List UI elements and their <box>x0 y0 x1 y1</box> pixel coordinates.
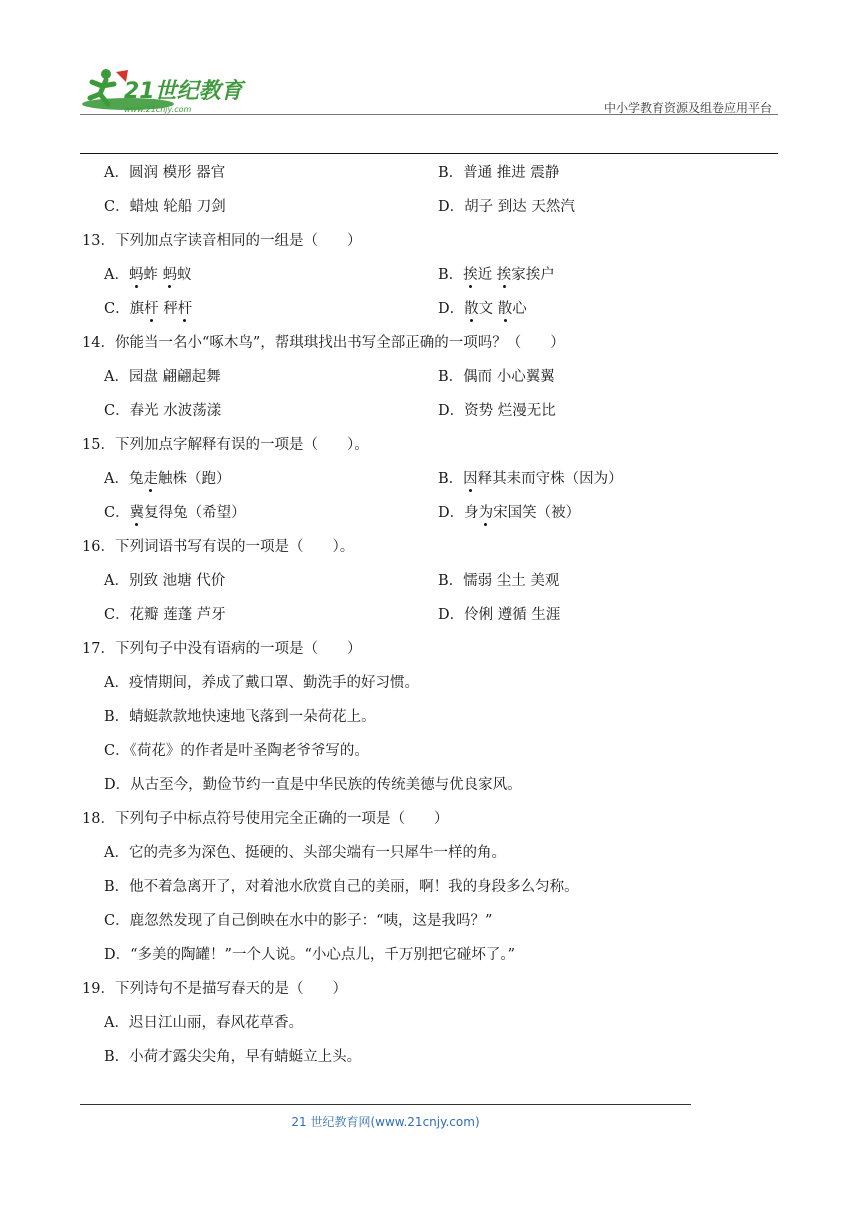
option-c: C．冀复得兔（希望） <box>104 496 246 530</box>
question-18-stem: 18．下列句子中标点符号使用完全正确的一项是（ ） <box>82 811 449 827</box>
content-top-divider <box>80 153 778 154</box>
option-b: B．挨近 挨家挨户 <box>438 258 555 292</box>
option-b: B．偶而 小心翼翼 <box>438 369 555 385</box>
option-b: B．普通 推进 震静 <box>438 165 560 181</box>
option-a: A．迟日江山丽，春风花草香。 <box>104 1015 303 1031</box>
option-c: C．蜡烛 轮船 刀剑 <box>104 199 226 215</box>
option-row <box>82 156 782 190</box>
option-a: A．别致 池塘 代价 <box>104 573 226 589</box>
option-row <box>82 598 782 632</box>
option-c: C．旗杆 秤杆 <box>104 292 192 326</box>
logo-wordmark: 21世纪教育 <box>124 79 243 104</box>
option-c: C．《荷花》的作者是叶圣陶老爷爷写的。 <box>104 743 369 759</box>
option-c: C．花瓣 莲蓬 芦牙 <box>104 607 226 623</box>
question-19-stem: 19．下列诗句不是描写春天的是（ ） <box>82 981 347 997</box>
header-divider <box>80 114 778 115</box>
option-c: C．鹿忽然发现了自己倒映在水中的影子：“咦，这是我吗？” <box>104 913 493 929</box>
runner-logo-icon <box>80 68 250 118</box>
option-a: A．兔走触株（跑） <box>104 462 230 496</box>
question-15-stem: 15．下列加点字解释有误的一项是（ ）。 <box>82 437 369 453</box>
site-logo <box>80 68 250 118</box>
option-d: D．“多美的陶罐！”一个人说。“小心点儿，千万别把它碰坏了。” <box>104 947 516 963</box>
option-b: B．他不着急离开了，对着池水欣赏自己的美丽，啊！我的身段多么匀称。 <box>104 879 579 895</box>
option-d: D．伶俐 遵循 生涯 <box>438 607 561 623</box>
question-17-stem: 17．下列句子中没有语病的一项是（ ） <box>82 641 362 657</box>
option-row <box>82 394 782 428</box>
footer-link[interactable]: 21 世纪教育网(www.21cnjy.com) <box>291 1115 480 1129</box>
option-d: D．从古至今，勤俭节约一直是中华民族的传统美德与优良家风。 <box>104 777 522 793</box>
option-row <box>82 292 782 326</box>
option-d: D．身为宋国笑（被） <box>438 496 580 530</box>
site-tagline: 中小学教育资源及组卷应用平台 <box>603 101 772 115</box>
footer-divider <box>80 1104 691 1105</box>
question-13-stem: 13．下列加点字读音相同的一组是（ ） <box>82 233 362 249</box>
option-row <box>82 564 782 598</box>
option-d: D．资势 烂漫无比 <box>438 403 556 419</box>
option-b: B．懦弱 尘土 美观 <box>438 573 560 589</box>
question-14-stem: 14．你能当一名小“啄木鸟”，帮琪琪找出书写全部正确的一项吗？（ ） <box>82 335 565 351</box>
option-a: A．蚂蚱 蚂蚁 <box>104 258 192 292</box>
option-row <box>82 190 782 224</box>
option-c: C．春光 水波荡漾 <box>104 403 222 419</box>
option-row <box>82 462 782 496</box>
option-row <box>82 360 782 394</box>
logo-url: www.21cnjy.com <box>124 105 192 114</box>
option-b: B．小荷才露尖尖角，早有蜻蜓立上头。 <box>104 1049 362 1065</box>
question-16-stem: 16．下列词语书写有误的一项是（ ）。 <box>82 539 355 555</box>
option-row <box>82 258 782 292</box>
option-b: B．蜻蜓款款地快速地飞落到一朵荷花上。 <box>104 709 376 725</box>
option-d: D．胡子 到达 天然汽 <box>438 199 575 215</box>
question-list <box>82 156 782 1074</box>
option-a: A．它的壳多为深色、挺硬的、头部尖端有一只犀牛一样的角。 <box>104 845 506 861</box>
option-a: A．疫情期间，养成了戴口罩、勤洗手的好习惯。 <box>104 675 419 691</box>
option-a: A．园盘 翩翩起舞 <box>104 369 221 385</box>
option-b: B．因释其耒而守株（因为） <box>438 462 623 496</box>
option-row <box>82 496 782 530</box>
option-a: A．圆润 模形 器官 <box>104 165 226 181</box>
option-d: D．散文 散心 <box>438 292 527 326</box>
